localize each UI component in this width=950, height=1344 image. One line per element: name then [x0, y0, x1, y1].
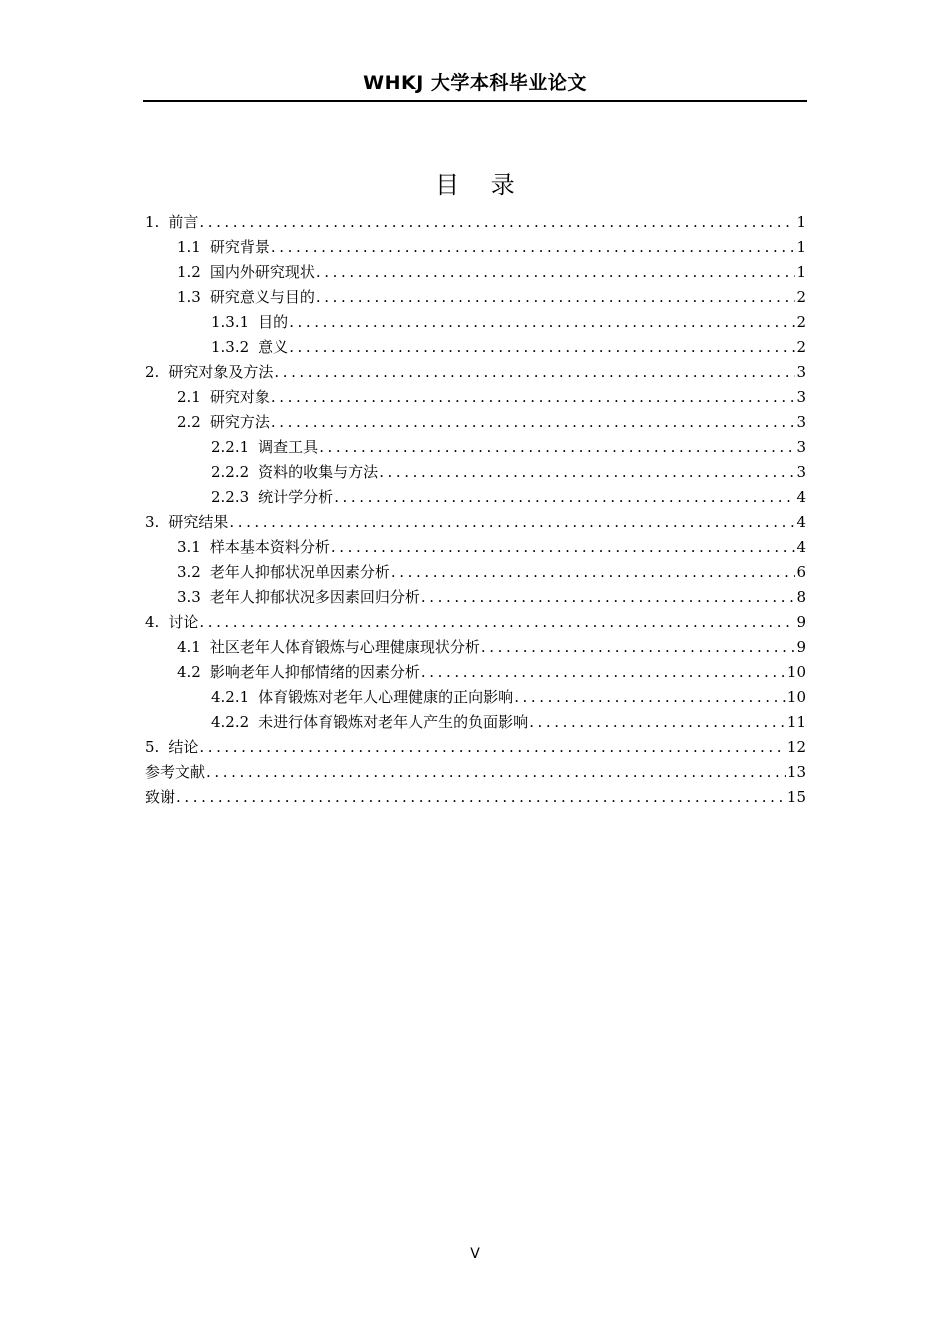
toc-entry[interactable]	[145, 685, 806, 710]
toc-dot-leader	[271, 385, 796, 410]
toc-entry-page: 8	[796, 588, 806, 606]
toc-entry-page: 4	[796, 488, 806, 506]
toc-entry-label: 结论	[168, 738, 199, 756]
toc-dot-leader	[379, 460, 795, 485]
toc-entry[interactable]	[145, 435, 806, 460]
toc-entry-label: 资料的收集与方法	[258, 463, 379, 481]
toc-entry-number: 2.2.2	[211, 463, 250, 481]
table-of-contents	[145, 210, 806, 810]
toc-dot-leader	[271, 410, 796, 435]
toc-entry[interactable]	[145, 385, 806, 410]
toc-entry[interactable]	[145, 535, 806, 560]
toc-dot-leader	[514, 685, 786, 710]
toc-dot-leader	[331, 535, 796, 560]
toc-entry[interactable]	[145, 610, 806, 635]
toc-dot-leader	[199, 610, 795, 635]
toc-dot-leader	[289, 310, 795, 335]
toc-entry-page: 10	[786, 663, 806, 681]
toc-entry-label: 社区老年人体育锻炼与心理健康现状分析	[209, 638, 480, 656]
toc-entry-page: 1	[796, 213, 806, 231]
toc-entry-label: 未进行体育锻炼对老年人产生的负面影响	[258, 713, 529, 731]
toc-entry-page: 3	[796, 388, 806, 406]
footer-page-number: V	[470, 1246, 480, 1262]
toc-entry-label: 研究对象	[209, 388, 270, 406]
toc-entry-label: 老年人抑郁状况多因素回归分析	[209, 588, 420, 606]
toc-entry-page: 3	[796, 463, 806, 481]
toc-entry-page: 3	[796, 363, 806, 381]
toc-entry-label: 讨论	[168, 613, 199, 631]
toc-entry[interactable]	[145, 760, 806, 785]
toc-entry-page: 13	[786, 763, 806, 781]
toc-dot-leader	[334, 485, 795, 510]
toc-entry-label: 调查工具	[258, 438, 319, 456]
toc-dot-leader	[176, 785, 786, 810]
toc-entry-label: 意义	[258, 338, 289, 356]
toc-entry-number: 3.2	[177, 563, 201, 581]
toc-entry-number: 1.	[145, 213, 160, 231]
toc-dot-leader	[421, 585, 796, 610]
toc-entry-page: 6	[796, 563, 806, 581]
toc-entry-page: 4	[796, 538, 806, 556]
toc-dot-leader	[229, 510, 795, 535]
toc-entry-number: 1.3	[177, 288, 201, 306]
toc-dot-leader	[206, 760, 786, 785]
toc-dot-leader	[529, 710, 786, 735]
toc-entry-number: 4.2.2	[211, 713, 250, 731]
toc-entry[interactable]	[145, 785, 806, 810]
toc-entry-number: 2.1	[177, 388, 201, 406]
toc-entry-number: 1.1	[177, 238, 201, 256]
toc-entry-number: 1.2	[177, 263, 201, 281]
toc-entry-number: 4.1	[177, 638, 201, 656]
toc-entry-page: 2	[796, 313, 806, 331]
toc-entry[interactable]	[145, 735, 806, 760]
toc-entry[interactable]	[145, 335, 806, 360]
toc-entry-label: 参考文献	[145, 763, 206, 781]
toc-entry-number: 1.3.2	[211, 338, 250, 356]
toc-entry-number: 2.2.3	[211, 488, 250, 506]
toc-dot-leader	[199, 210, 795, 235]
toc-entry-label: 研究对象及方法	[168, 363, 274, 381]
toc-entry-label: 致谢	[145, 788, 176, 806]
toc-entry[interactable]	[145, 210, 806, 235]
toc-entry[interactable]	[145, 360, 806, 385]
toc-dot-leader	[481, 635, 796, 660]
toc-entry-label: 研究结果	[168, 513, 229, 531]
toc-entry-page: 2	[796, 288, 806, 306]
toc-entry[interactable]	[145, 310, 806, 335]
toc-entry-label: 影响老年人抑郁情绪的因素分析	[209, 663, 420, 681]
toc-dot-leader	[316, 260, 796, 285]
toc-entry-number: 4.2.1	[211, 688, 250, 706]
toc-entry-page: 3	[796, 438, 806, 456]
toc-entry-page: 9	[796, 638, 806, 656]
toc-entry[interactable]	[145, 660, 806, 685]
header-rule	[143, 100, 807, 102]
toc-entry-page: 2	[796, 338, 806, 356]
toc-entry-number: 3.1	[177, 538, 201, 556]
running-header-title: WHKJ 大学本科毕业论文	[363, 72, 587, 94]
toc-entry-page: 11	[786, 713, 806, 731]
toc-entry-label: 目的	[258, 313, 289, 331]
toc-entry[interactable]	[145, 510, 806, 535]
toc-entry-page: 9	[796, 613, 806, 631]
toc-entry[interactable]	[145, 485, 806, 510]
toc-entry-label: 样本基本资料分析	[209, 538, 330, 556]
toc-entry-number: 2.2	[177, 413, 201, 431]
toc-entry-number: 4.	[145, 613, 160, 631]
toc-entry[interactable]	[145, 410, 806, 435]
toc-dot-leader	[271, 235, 796, 260]
toc-entry-page: 15	[786, 788, 806, 806]
toc-entry-page: 4	[796, 513, 806, 531]
toc-entry-label: 统计学分析	[258, 488, 334, 506]
toc-dot-leader	[199, 735, 786, 760]
toc-dot-leader	[289, 335, 795, 360]
toc-entry-label: 研究意义与目的	[209, 288, 315, 306]
toc-entry[interactable]	[145, 710, 806, 735]
toc-dot-leader	[319, 435, 795, 460]
toc-entry-number: 2.	[145, 363, 160, 381]
toc-entry[interactable]	[145, 260, 806, 285]
toc-heading: 目 录	[435, 171, 527, 199]
toc-entry-number: 1.3.1	[211, 313, 250, 331]
toc-entry-label: 体育锻炼对老年人心理健康的正向影响	[258, 688, 514, 706]
toc-entry-number: 2.2.1	[211, 438, 250, 456]
toc-entry[interactable]	[145, 635, 806, 660]
toc-entry-label: 研究方法	[209, 413, 270, 431]
toc-dot-leader	[421, 660, 786, 685]
toc-entry-page: 1	[796, 238, 806, 256]
toc-entry[interactable]	[145, 460, 806, 485]
toc-entry-page: 12	[786, 738, 806, 756]
toc-dot-leader	[316, 285, 796, 310]
toc-entry[interactable]	[145, 235, 806, 260]
toc-entry[interactable]	[145, 585, 806, 610]
toc-dot-leader	[274, 360, 795, 385]
toc-entry[interactable]	[145, 560, 806, 585]
toc-entry-label: 老年人抑郁状况单因素分析	[209, 563, 390, 581]
toc-dot-leader	[391, 560, 796, 585]
toc-entry-page: 10	[786, 688, 806, 706]
toc-entry-number: 3.3	[177, 588, 201, 606]
toc-entry-label: 国内外研究现状	[209, 263, 315, 281]
toc-entry-label: 前言	[168, 213, 199, 231]
toc-entry-page: 3	[796, 413, 806, 431]
toc-entry-page: 1	[796, 263, 806, 281]
toc-entry-number: 5.	[145, 738, 160, 756]
toc-entry-number: 3.	[145, 513, 160, 531]
toc-entry[interactable]	[145, 285, 806, 310]
toc-entry-number: 4.2	[177, 663, 201, 681]
toc-entry-label: 研究背景	[209, 238, 270, 256]
